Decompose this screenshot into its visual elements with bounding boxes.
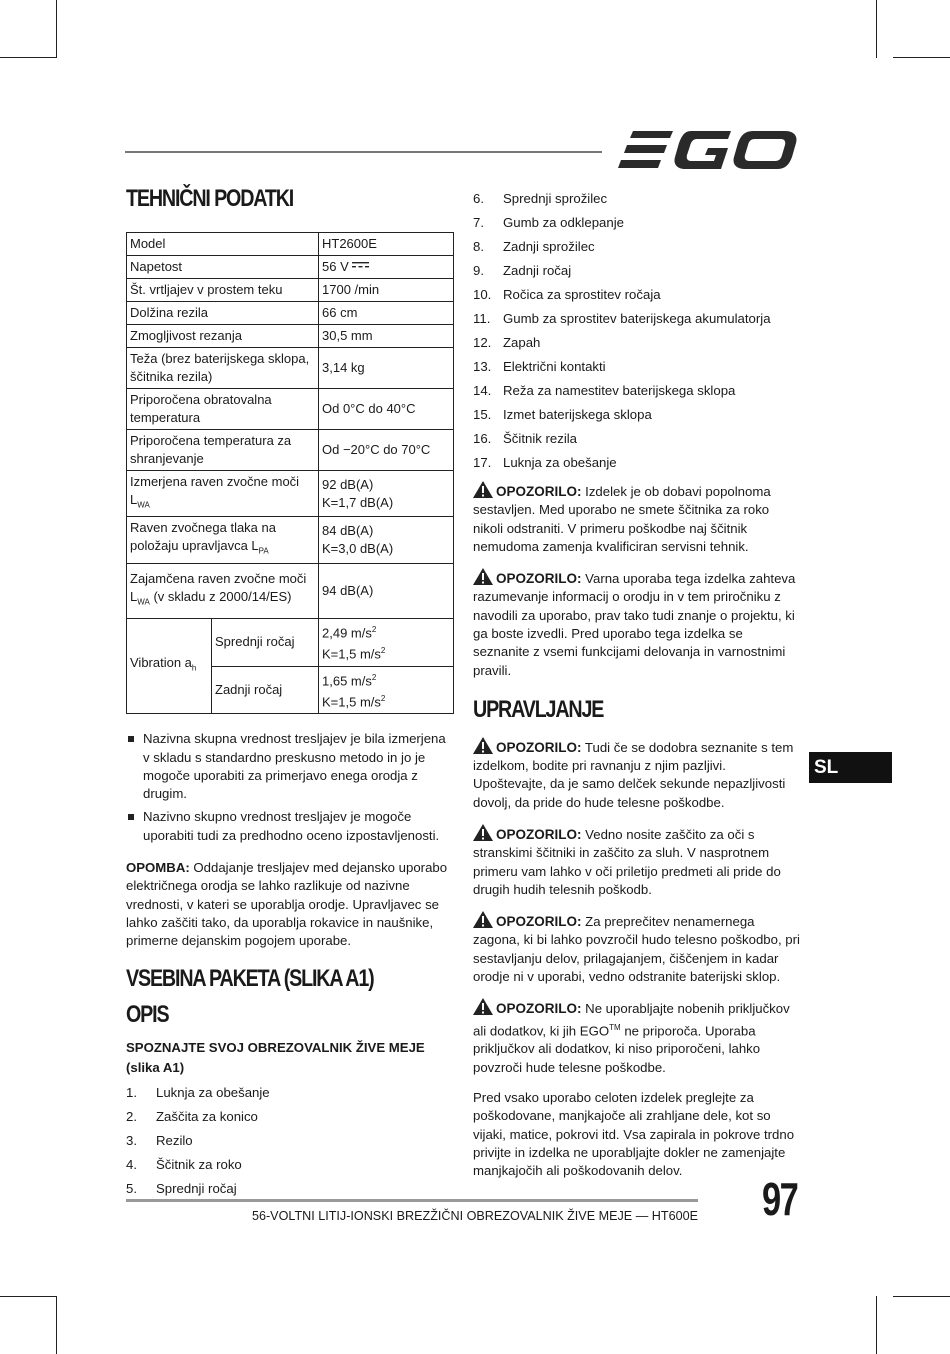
table-row: Zadnji ročaj 1,65 $m/s^2$ K=1,5 $m/s^2$ (127, 666, 454, 714)
list-item: Nazivno skupno vrednost tresljajev je mogoče uporabiti tudi za predhodno oceno izpostavljenosti. (126, 808, 454, 845)
left-column (126, 185, 454, 1201)
warning-paragraph: OPOZORILO: Varna uporaba tega izdelka zahteva razumevanje informacij o orodju in v tem priročniku z navodili za uporabo, prav tako tudi znanje o projektu, ki ga boste izvedli. Pred uporabo tega izdelka se seznanite z vsemi funkcijami delovanja in varnostnimi pravili. (473, 568, 801, 680)
warnings-top (473, 481, 801, 680)
list-item: 17. Luknja za obešanje (473, 455, 617, 470)
warning-paragraph: OPOZORILO: Ne uporabljajte nobenih priključkov ali dodatkov, ki jih EGO™ ne priporoča. Uporaba priključkov ali dodatkov, ki niso priporočeni, lahko povzroči hude telesne poškodbe. (473, 998, 801, 1077)
table-row: Zmogljivost rezanja 30,5 mm (127, 324, 454, 347)
language-badge: SL (809, 752, 892, 783)
list-item: 10. Ročica za sprostitev ročaja (473, 287, 661, 302)
warning-paragraph: OPOZORILO: Za preprečitev nenamernega zagona, ki bi lahko povzročil hudo telesno poškodbo, pri sestavljanju delov, prilagajanjem, čiščenjem in kadar orodje ni v uporabi, vedno odstranite baterijski sklop. (473, 911, 801, 986)
crop-mark (56, 0, 57, 58)
right-column (473, 187, 801, 1180)
header-rule (125, 151, 602, 153)
dc-symbol-icon (352, 261, 369, 269)
list-item: 6. Sprednji sprožilec (473, 191, 608, 206)
package-heading: VSEBINA PAKETA (SLIKA A1) (126, 964, 374, 992)
warning-icon (473, 998, 493, 1015)
crop-mark (56, 1296, 57, 1354)
list-item: 4. Ščitnik za roko (126, 1157, 242, 1173)
page-number: 97 (762, 1173, 798, 1225)
warning-icon (473, 824, 493, 841)
warning-paragraph: OPOZORILO: Izdelek je ob dobavi popolnoma sestavljen. Med uporabo ne smete ščitnika za roko nikoli odstraniti. V primeru poškodbe naj ščitnik nemudoma zamenja kvalificiran servisni tehnik. (473, 481, 801, 556)
warning-icon (473, 911, 493, 928)
warning-paragraph: OPOZORILO: Tudi če se dodobra seznanite s tem izdelkom, bodite pri ravnanju z njim pazljivi. Upoštevajte, da je samo delček sekunde nepazljivosti dovolj, da pride do hude telesne poškodbe. (473, 737, 801, 812)
table-row: Raven zvočnega tlaka na položaju upravljavca $L_{PA}$ 84 dB(A) K=3,0 dB(A) (127, 517, 454, 564)
table-row: Izmerjena raven zvočne moči $L_{WA}$ 92 dB(A) K=1,7 dB(A) (127, 470, 454, 517)
table-row: Priporočena temperatura za shranjevanje Od −20°C do 70°C (127, 429, 454, 470)
parts-list (473, 187, 801, 475)
crop-mark (0, 57, 57, 58)
list-item: 7. Gumb za odklepanje (473, 215, 624, 230)
warning-icon (473, 568, 493, 585)
description-heading: OPIS (126, 1001, 169, 1029)
operation-heading: UPRAVLJANJE (473, 695, 604, 723)
list-item: 14. Reža za namestitev baterijskega sklopa (473, 383, 736, 398)
crop-mark (893, 1296, 950, 1297)
warning-icon (473, 481, 493, 498)
list-item: 1. Luknja za obešanje (126, 1085, 270, 1101)
crop-mark (876, 1296, 877, 1354)
list-item: 3. Rezilo (126, 1133, 193, 1149)
warning-paragraph: OPOZORILO: Vedno nosite zaščito za oči s stranskimi ščitniki in zaščito za sluh. V nasprotnem primeru vam lahko v oči priletijo predmeti ali pride do drugih hudih telesnih poškodb. (473, 824, 801, 899)
note-paragraph: OPOMBA: Oddajanje tresljajev med dejansko uporabo električnega orodja se lahko razlikuje od nazivne vrednosti, v kateri se uporablja orodje. Upravljavec se lahko zaščiti tako, da uporablja rokavice in naušnike, primerne dejanskim pogojem uporabe. (126, 860, 448, 949)
crop-mark (0, 1296, 57, 1297)
list-item: Nazivna skupna vrednost tresljajev je bila izmerjena v skladu s standardno preskusno metodo in jo je mogoče uporabiti za primerjavo enega orodja z drugim. (126, 730, 454, 803)
crop-mark (893, 57, 950, 58)
list-item: 2. Zaščita za konico (126, 1109, 258, 1125)
table-row: Priporočena obratovalna temperatura Od 0°C do 40°C (127, 388, 454, 429)
list-item: 15. Izmet baterijskega sklopa (473, 407, 652, 422)
table-row: Dolžina rezila 66 cm (127, 301, 454, 324)
warning-icon (473, 737, 493, 754)
list-item: 5. Sprednji ročaj (126, 1181, 237, 1197)
inspection-paragraph: Pred vsako uporabo celoten izdelek preglejte za poškodovane, manjkajoče ali zrahljane dele, kot so vijaki, matice, pokrovi itd. Vsa zapirala in pokrove trdno privijte in izdelka ne uporabljajte dokler ne zamenjajte manjkajočih ali poškodovanih delov. (473, 1089, 795, 1179)
list-item: 8. Zadnji sprožilec (473, 239, 595, 254)
description-subheading: SPOZNAJTE SVOJ OBREZOVALNIK ŽIVE MEJE (slika A1) (126, 1040, 425, 1076)
table-row: Zajamčena raven zvočne moči $L_{WA}$ (v skladu z 2000/14/ES) 94 dB(A) (127, 563, 454, 618)
footer-title: 56-VOLTNI LITIJ-IONSKI BREZŽIČNI OBREZOVALNIK ŽIVE MEJE — HT600E (251, 1209, 698, 1223)
parts-list (126, 1081, 454, 1201)
table-row: Teža (brez baterijskega sklopa, ščitnika rezila) 3,14 kg (127, 347, 454, 388)
table-row: Napetost 56 V (127, 255, 454, 278)
list-item: 16. Ščitnik rezila (473, 431, 578, 446)
list-item: 12. Zapah (473, 335, 541, 350)
list-item: 13. Električni kontakti (473, 359, 606, 374)
list-item: 11. Gumb za sprostitev baterijskega akumulatorja (473, 311, 771, 326)
bullet-list (126, 730, 454, 845)
specs-heading: TEHNIČNI PODATKI (126, 185, 294, 212)
specs-table (126, 232, 454, 715)
table-row: Model HT2600E (127, 232, 454, 255)
footer-rule (126, 1199, 698, 1202)
table-row: Št. vrtljajev v prostem teku 1700 /min (127, 278, 454, 301)
list-item: 9. Zadnji ročaj (473, 263, 572, 278)
ego-logo (617, 128, 799, 172)
crop-mark (876, 0, 877, 58)
table-row: Vibration $a_h$ Sprednji ročaj 2,49 $m/s^2$ K=1,5 $m/s^2$ (127, 618, 454, 666)
